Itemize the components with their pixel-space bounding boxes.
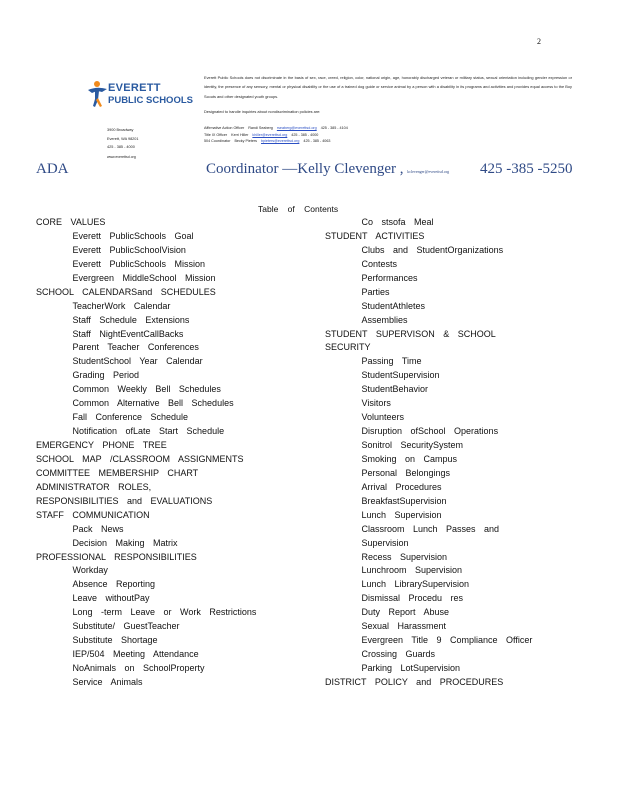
- toc-entry[interactable]: Parent Teacher Conferences: [72, 342, 199, 353]
- nondiscrimination-notice: Everett Public Schools does not discriminate in the basis of sex, race, creed, religion, color, national origin, age, honorably discharged veteran or military status, sexual orientation including gender expression or identity, the presence of any sensory, mental or physical disability or the use of a trained dog guide or service animal by a person with a disability in its programs and activities and provides equal access to the Boy Scouts and other designated youth groups.: [204, 75, 572, 99]
- toc-entry[interactable]: Volunteers: [361, 412, 405, 423]
- toc-entry[interactable]: Substitute Shortage: [72, 635, 158, 646]
- toc-section-heading[interactable]: RESPONSIBILITIES and EVALUATIONS: [36, 495, 213, 506]
- contact-phone: 425 - 385 - 4063: [303, 139, 331, 143]
- ada-phone: 425 -385 -5250: [480, 161, 573, 177]
- contact-email-link[interactable]: rseaberg@everettsd.org: [276, 126, 317, 130]
- toc-entry[interactable]: Lunch LibrarySupervision: [361, 579, 470, 590]
- contact-role: 504 Coordinator: [204, 139, 231, 143]
- toc-entry[interactable]: Recess Supervision: [361, 551, 448, 562]
- toc-entry[interactable]: Contests: [361, 258, 398, 269]
- logo-bottom-text: PUBLIC SCHOOLS: [108, 95, 193, 106]
- toc-entry[interactable]: Evergreen Title 9 Compliance Officer: [361, 635, 533, 646]
- toc-entry[interactable]: StudentSchool Year Calendar: [72, 356, 203, 367]
- toc-section-heading[interactable]: ADMINISTRATOR ROLES,: [36, 481, 152, 492]
- contact-role: Affirmative Action Officer: [204, 126, 245, 130]
- toc-entry[interactable]: Notification ofLate Start Schedule: [72, 426, 225, 437]
- district-website: www.everettsd.org: [107, 155, 136, 159]
- address-line: 3900 Broadway: [107, 128, 134, 132]
- toc-entry[interactable]: Dismissal Procedu res: [361, 593, 464, 604]
- contact-email-link[interactable]: bpieters@everettsd.org: [261, 139, 300, 143]
- toc-entry[interactable]: Parties: [361, 286, 390, 297]
- toc-section-heading[interactable]: SCHOOL MAP /CLASSROOM ASSIGNMENTS: [36, 453, 244, 464]
- toc-entry[interactable]: Everett PublicSchools Mission: [72, 258, 206, 269]
- toc-entry[interactable]: Decision Making Matrix: [72, 537, 178, 548]
- toc-entry[interactable]: Long -term Leave or Work Restrictions: [72, 607, 257, 618]
- contact-email-link[interactable]: khiller@everettsd.org: [252, 132, 288, 137]
- toc-section-heading[interactable]: DISTRICT POLICY and PROCEDURES: [325, 676, 504, 687]
- designated-contacts-heading: Designated to handle inquiries about nondiscrimination policies are:: [204, 109, 321, 114]
- toc-section-heading[interactable]: PROFESSIONAL RESPONSIBILITIES: [36, 551, 197, 562]
- toc-entry[interactable]: StudentBehavior: [361, 384, 429, 395]
- toc-entry[interactable]: Lunchroom Supervision: [361, 565, 463, 576]
- contact-list: [204, 125, 348, 145]
- contact-role: Title IX Officer: [204, 132, 228, 137]
- toc-entry[interactable]: Substitute/ GuestTeacher: [72, 621, 180, 632]
- contact-name: Kerri Hiller: [231, 132, 249, 137]
- toc-entry[interactable]: Grading Period: [72, 370, 140, 381]
- toc-entry[interactable]: Parking LotSupervision: [361, 663, 461, 673]
- toc-entry[interactable]: Absence Reporting: [72, 579, 156, 590]
- toc-entry[interactable]: Smoking on Campus: [361, 453, 458, 464]
- toc-entry[interactable]: IEP/504 Meeting Attendance: [72, 649, 199, 660]
- toc-entry[interactable]: Common Weekly Bell Schedules: [72, 384, 221, 395]
- toc-section-heading[interactable]: EMERGENCY PHONE TREE: [36, 440, 167, 450]
- toc-entry[interactable]: BreakfastSupervision: [361, 495, 447, 506]
- ada-coordinator: [206, 161, 449, 178]
- everett-public-schools-logo: [86, 80, 196, 110]
- page-number: 2: [537, 37, 541, 46]
- toc-entry[interactable]: Service Animals: [72, 676, 143, 687]
- toc-entry[interactable]: Sonitrol SecuritySystem: [361, 440, 464, 450]
- toc-section-heading[interactable]: SECURITY: [325, 342, 371, 353]
- toc-entry[interactable]: StudentAthletes: [361, 300, 426, 311]
- toc-entry[interactable]: Pack News: [72, 523, 124, 534]
- ada-label: ADA: [36, 161, 69, 177]
- toc-entry[interactable]: Staff NightEventCallBacks: [72, 328, 184, 339]
- logo-top-text: EVERETT: [108, 82, 161, 94]
- toc-entry[interactable]: Passing Time: [361, 356, 422, 367]
- contact-phone: 425 - 385 - 4000: [291, 132, 319, 137]
- toc-entry[interactable]: Clubs and StudentOrganizations: [361, 244, 504, 255]
- toc-section-heading[interactable]: SCHOOL CALENDARSand SCHEDULES: [36, 286, 216, 297]
- toc-section-heading[interactable]: COMMITTEE MEMBERSHIP CHART: [36, 467, 199, 478]
- toc-entry[interactable]: StudentSupervision: [361, 370, 440, 381]
- toc-entry[interactable]: Co stsofa Meal: [361, 217, 434, 227]
- ada-coordinator-title: Coordinator: [206, 161, 279, 177]
- toc-entry[interactable]: Evergreen MiddleSchool Mission: [72, 272, 216, 283]
- contact-name: Randi Seaberg: [248, 126, 273, 130]
- toc-entry[interactable]: Arrival Procedures: [361, 481, 442, 492]
- toc-entry[interactable]: Performances: [361, 272, 418, 283]
- contact-row: [204, 138, 348, 145]
- toc-entry[interactable]: Everett PublicSchoolVision: [72, 244, 186, 255]
- toc-entry[interactable]: TeacherWork Calendar: [72, 300, 171, 311]
- toc-entry[interactable]: Common Alternative Bell Schedules: [72, 398, 234, 409]
- toc-entry[interactable]: Visitors: [361, 398, 391, 409]
- toc-section-heading[interactable]: STUDENT SUPERVISON & SCHOOL: [325, 328, 496, 339]
- toc-entry[interactable]: Workday: [72, 565, 108, 576]
- toc-entry[interactable]: NoAnimals on SchoolProperty: [72, 663, 205, 673]
- ada-email-link[interactable]: kclevenger@everettsd.org: [407, 169, 450, 174]
- toc-entry[interactable]: Classroom Lunch Passes and: [361, 523, 500, 534]
- contact-name: Becky Pieters: [234, 139, 257, 143]
- toc-entry[interactable]: Sexual Harassment: [361, 621, 447, 632]
- toc-section-heading[interactable]: STAFF COMMUNICATION: [36, 509, 150, 520]
- toc-entry[interactable]: Personal Belongings: [361, 467, 451, 478]
- toc-entry[interactable]: Assemblies: [361, 314, 408, 325]
- toc-entry[interactable]: Staff Schedule Extensions: [72, 314, 190, 325]
- contact-phone: 425 - 385 - 4104: [320, 126, 348, 130]
- toc-right-column: [325, 216, 532, 690]
- address-line: Everett, WA 98201: [107, 136, 139, 141]
- toc-entry[interactable]: Fall Conference Schedule: [72, 412, 189, 423]
- logo-figure-icon: [86, 80, 110, 108]
- ada-coordinator-name: —Kelly Clevenger: [282, 161, 396, 177]
- address-phone: 425 - 385 - 4000: [107, 145, 135, 149]
- district-address: [107, 126, 139, 152]
- toc-section-heading[interactable]: STUDENT ACTIVITIES: [325, 230, 425, 241]
- toc-entry[interactable]: Lunch Supervision: [361, 509, 442, 520]
- toc-entry[interactable]: Everett PublicSchools Goal: [72, 230, 194, 241]
- ada-comma: ,: [399, 161, 404, 177]
- toc-entry[interactable]: Leave withoutPay: [72, 593, 150, 604]
- toc-left-column: [36, 216, 256, 690]
- toc-entry[interactable]: Disruption ofSchool Operations: [361, 426, 499, 437]
- toc-title: Table of Contents: [258, 204, 339, 214]
- toc-entry[interactable]: Crossing Guards: [361, 649, 436, 660]
- toc-entry[interactable]: Duty Report Abuse: [361, 607, 450, 618]
- toc-entry[interactable]: Supervision: [361, 537, 409, 548]
- toc-section-heading[interactable]: CORE VALUES: [36, 217, 106, 227]
